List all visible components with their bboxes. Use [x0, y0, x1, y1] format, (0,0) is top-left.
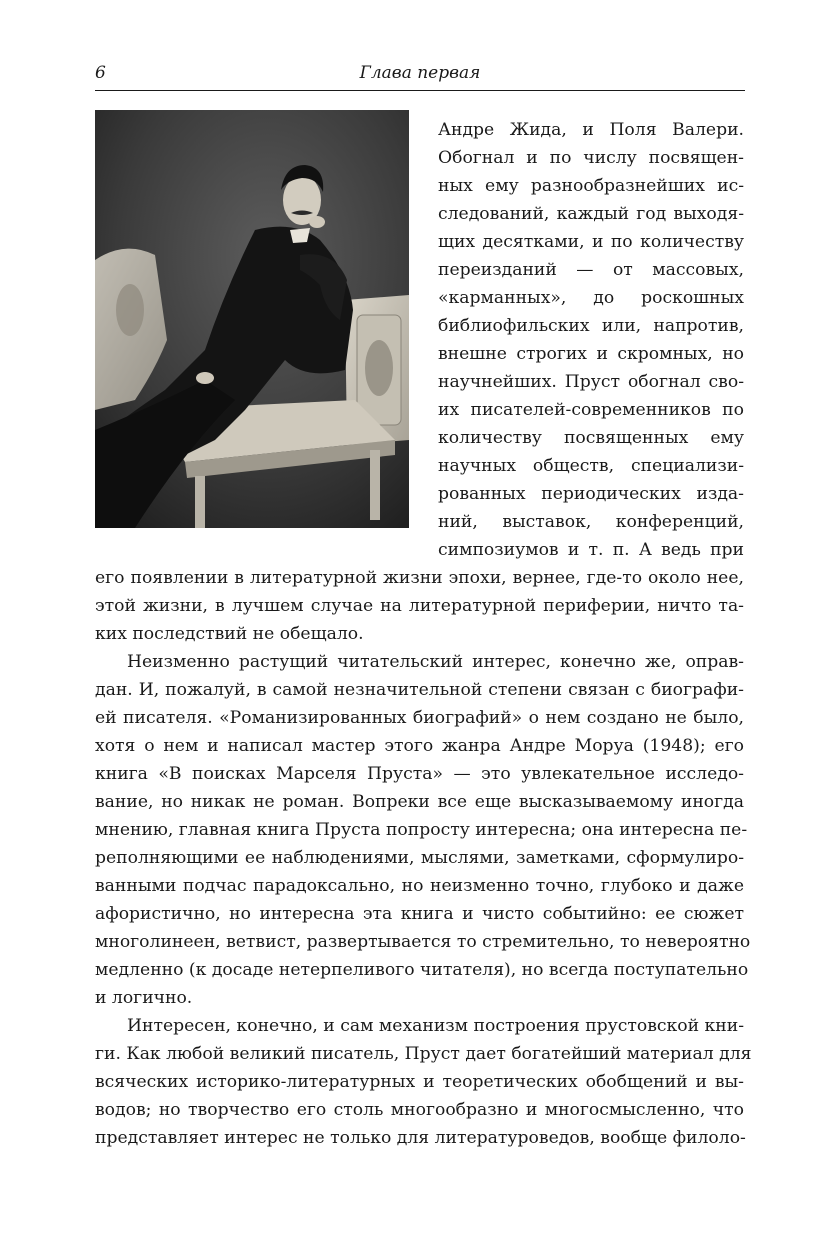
text-line: следований, каждый год выходя- — [438, 204, 744, 224]
page-number: 6 — [95, 63, 106, 83]
text-line: книга «В поисках Марселя Пруста» — это увлекательное исследо- — [95, 764, 744, 784]
text-line: ний, выставок, конференций, — [438, 512, 744, 532]
text-line: всяческих историко-литературных и теоретических обобщений и вы- — [95, 1072, 744, 1092]
text-line: научных обществ, специализи- — [438, 456, 744, 476]
text-line: Неизменно растущий читательский интерес, конечно же, оправ- — [127, 652, 744, 672]
text-line: симпозиумов и т. п. А ведь при — [438, 540, 744, 560]
text-line: научнейших. Пруст обогнал сво- — [438, 372, 744, 392]
text-line: ги. Как любой великий писатель, Пруст дает богатейший материал для — [95, 1044, 752, 1064]
text-line: многолинеен, ветвист, развертывается то стремительно, то невероятно — [95, 932, 751, 952]
text-line: ванными подчас парадоксально, но неизменно точно, глубоко и даже — [95, 876, 744, 896]
text-line: Интересен, конечно, и сам механизм построения прустовской кни- — [127, 1016, 745, 1036]
text-line: реполняющими ее наблюдениями, мыслями, заметками, сформулиро- — [95, 848, 744, 868]
text-line: медленно (к досаде нетерпеливого читателя), но всегда поступательно — [95, 960, 749, 980]
text-line: мнению, главная книга Пруста попросту интересна; она интересна пе- — [95, 820, 748, 840]
text-line: переизданий — от массовых, — [438, 260, 744, 280]
text-line: афористично, но интересна эта книга и чисто событийно: ее сюжет — [95, 904, 744, 924]
chapter-title: Глава первая — [359, 63, 481, 83]
text-line: библиофильских или, напротив, — [438, 316, 744, 336]
text-line: количеству посвященных ему — [438, 428, 744, 448]
text-line: и логично. — [95, 988, 193, 1008]
portrait-photo — [95, 110, 409, 528]
running-header — [95, 62, 745, 91]
text-line: их писателей-современников по — [438, 400, 744, 420]
text-line: вание, но никак не роман. Вопреки все еще высказываемому иногда — [95, 792, 744, 812]
text-line: его появлении в литературной жизни эпохи, вернее, где-то около нее, — [95, 568, 744, 588]
text-line: дан. И, пожалуй, в самой незначительной степени связан с биографи- — [95, 680, 744, 700]
text-line: хотя о нем и написал мастер этого жанра Андре Моруа (1948); его — [95, 736, 744, 756]
text-line: этой жизни, в лучшем случае на литературной периферии, ничто та- — [95, 596, 744, 616]
text-line: ких последствий не обещало. — [95, 624, 364, 644]
text-line: внешне строгих и скромных, но — [438, 344, 744, 364]
text-line: представляет интерес не только для литературоведов, вообще филоло- — [95, 1128, 746, 1148]
text-line: Обогнал и по числу посвящен- — [438, 148, 744, 168]
text-line: «карманных», до роскошных — [438, 288, 744, 308]
text-line: ей писателя. «Романизированных биографий» о нем создано не было, — [95, 708, 744, 728]
portrait-photo-drawing — [95, 110, 409, 528]
text-line: водов; но творчество его столь многообразно и многосмысленно, что — [95, 1100, 744, 1120]
text-line: рованных периодических изда- — [438, 484, 744, 504]
text-line: щих десятками, и по количеству — [438, 232, 744, 252]
text-line: Андре Жида, и Поля Валери. — [438, 120, 744, 140]
text-line: ных ему разнообразнейших ис- — [438, 176, 744, 196]
